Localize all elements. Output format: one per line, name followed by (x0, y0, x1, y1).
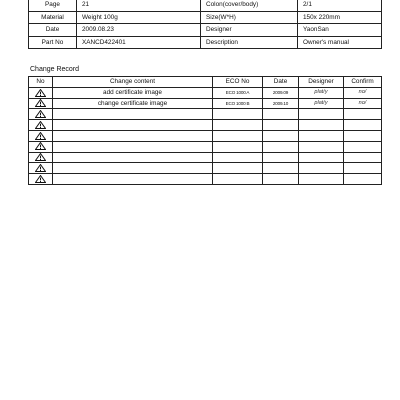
column-header-confirm: Confirm (344, 77, 382, 88)
change-content-cell: add certificate image (53, 87, 213, 98)
designer-cell (299, 120, 344, 131)
change-content-cell: change certificate image (53, 98, 213, 109)
confirm-cell (344, 174, 382, 185)
date-cell (263, 141, 299, 152)
revision-triangle-icon (29, 141, 53, 152)
confirm-cell (344, 130, 382, 141)
column-header-eco: ECO No (213, 77, 263, 88)
table-row (29, 87, 382, 98)
eco-number-cell (213, 163, 263, 174)
eco-number-cell (213, 152, 263, 163)
change-record-header-row (29, 77, 382, 88)
column-header-date: Date (263, 77, 299, 88)
table-row (29, 174, 382, 185)
table-row (29, 109, 382, 120)
change-record-title: Change Record (30, 66, 80, 73)
confirm-cell (344, 120, 382, 131)
change-content-cell (53, 174, 213, 185)
revision-triangle-icon (29, 98, 53, 109)
eco-number-cell: ECO 1000 B (213, 98, 263, 109)
date-cell (263, 163, 299, 174)
table-row (29, 163, 382, 174)
table-row (29, 98, 382, 109)
change-content-cell (53, 109, 213, 120)
info-value: 2/1 (298, 0, 382, 11)
confirm-cell: no/ (344, 98, 382, 109)
eco-number-cell: ECO 1000 A (213, 87, 263, 98)
revision-triangle-icon (29, 120, 53, 131)
info-value: YaonSan (298, 24, 382, 37)
confirm-cell: no/ (344, 87, 382, 98)
confirm-cell (344, 109, 382, 120)
info-label: Page (29, 0, 77, 11)
eco-number-cell (213, 174, 263, 185)
designer-cell (299, 130, 344, 141)
change-content-cell (53, 141, 213, 152)
eco-number-cell (213, 109, 263, 120)
info-row-part-no (29, 36, 382, 49)
info-label: Size(W*H) (201, 11, 298, 24)
info-row-material (29, 11, 382, 24)
revision-triangle-icon (29, 163, 53, 174)
info-value: 150x 220mm (298, 11, 382, 24)
revision-triangle-icon (29, 152, 53, 163)
info-row-date (29, 24, 382, 37)
info-value: Weight 100g (77, 11, 201, 24)
document-info-table (28, 0, 382, 49)
revision-triangle-icon (29, 130, 53, 141)
table-row (29, 141, 382, 152)
table-row (29, 130, 382, 141)
designer-cell (299, 109, 344, 120)
info-row-page (29, 0, 382, 11)
date-cell: 2009.10 (263, 98, 299, 109)
date-cell (263, 109, 299, 120)
info-label: Description (201, 36, 298, 49)
date-cell: 2009.09 (263, 87, 299, 98)
change-content-cell (53, 120, 213, 131)
date-cell (263, 174, 299, 185)
eco-number-cell (213, 141, 263, 152)
confirm-cell (344, 163, 382, 174)
designer-cell: plat/y (299, 87, 344, 98)
table-row (29, 152, 382, 163)
change-record-table (28, 76, 382, 185)
revision-triangle-icon (29, 87, 53, 98)
date-cell (263, 120, 299, 131)
designer-cell: plat/y (299, 98, 344, 109)
change-content-cell (53, 152, 213, 163)
date-cell (263, 152, 299, 163)
info-value: Owner's manual (298, 36, 382, 49)
column-header-designer: Designer (299, 77, 344, 88)
info-label: Part No (29, 36, 77, 49)
info-label: Colon(cover/body) (201, 0, 298, 11)
revision-triangle-icon (29, 109, 53, 120)
column-header-content: Change content (53, 77, 213, 88)
table-row (29, 120, 382, 131)
designer-cell (299, 163, 344, 174)
info-value: XANCD422401 (77, 36, 201, 49)
designer-cell (299, 152, 344, 163)
designer-cell (299, 141, 344, 152)
confirm-cell (344, 141, 382, 152)
revision-triangle-icon (29, 174, 53, 185)
eco-number-cell (213, 130, 263, 141)
column-header-no: No (29, 77, 53, 88)
info-label: Date (29, 24, 77, 37)
change-content-cell (53, 163, 213, 174)
eco-number-cell (213, 120, 263, 131)
designer-cell (299, 174, 344, 185)
info-value: 2009.08.23 (77, 24, 201, 37)
info-label: Designer (201, 24, 298, 37)
confirm-cell (344, 152, 382, 163)
change-content-cell (53, 130, 213, 141)
date-cell (263, 130, 299, 141)
info-value: 21 (77, 0, 201, 11)
info-label: Material (29, 11, 77, 24)
